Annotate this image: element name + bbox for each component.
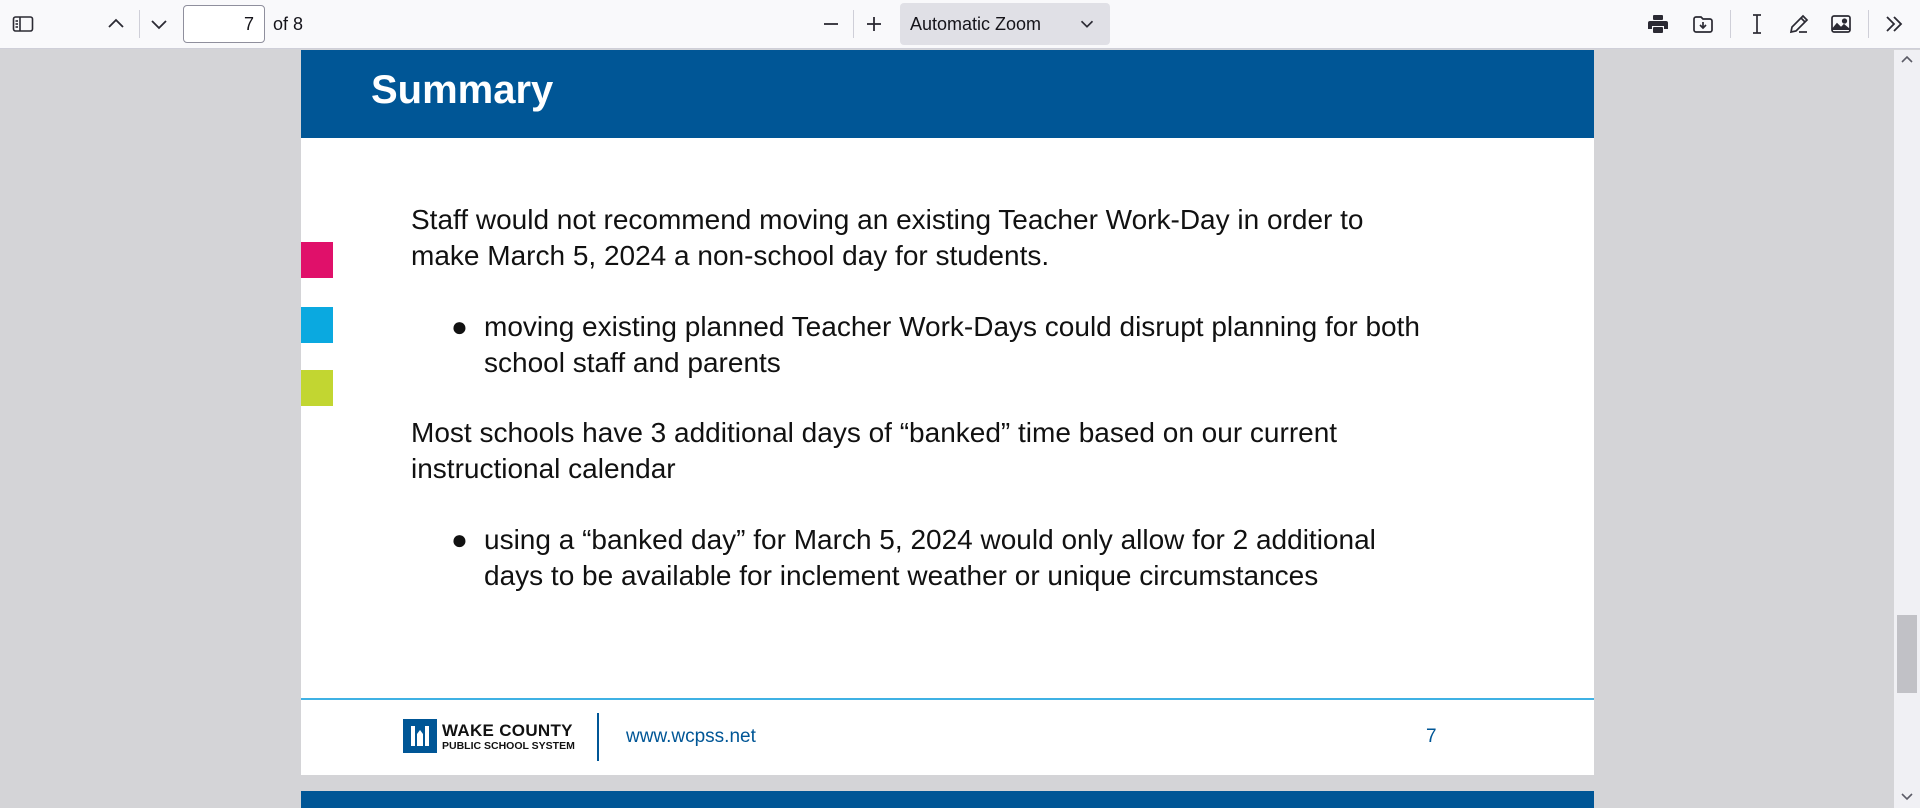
pdf-toolbar [0, 0, 1920, 49]
text-tool-button[interactable] [1739, 6, 1775, 42]
pen-icon [1787, 12, 1811, 36]
next-page-button[interactable] [141, 6, 177, 42]
image-icon [1829, 12, 1853, 36]
zoom-in-button[interactable] [856, 6, 892, 42]
scroll-up-icon[interactable] [1899, 52, 1915, 68]
bullet-marker: ● [451, 524, 468, 555]
tools-menu-button[interactable] [1876, 6, 1912, 42]
summary-paragraph: Staff would not recommend moving an existing Teacher Work-Day in order to make March 5, 2024 a non-school day for students. [411, 204, 1364, 271]
summary-bullet: using a “banked day” for March 5, 2024 would only allow for 2 additional days to be available for inclement weather or unique circumstances [484, 524, 1376, 591]
toolbar-separator [139, 10, 140, 38]
slide-title: Summary [371, 68, 554, 112]
scroll-down-icon[interactable] [1899, 788, 1915, 804]
chevron-down-icon [1076, 13, 1098, 35]
print-icon [1646, 12, 1670, 36]
zoom-select[interactable] [900, 3, 1110, 45]
summary-bullet: moving existing planned Teacher Work-Days could disrupt planning for both school staff and parents [484, 311, 1420, 378]
decorative-square-blue [301, 307, 333, 343]
decorative-square-pink [301, 242, 333, 278]
page-number-input[interactable] [183, 5, 265, 43]
zoom-out-button[interactable] [813, 6, 849, 42]
print-button[interactable] [1640, 6, 1676, 42]
page-count-label: of 8 [273, 14, 304, 34]
pdf-page [301, 50, 1594, 775]
vertical-scrollbar[interactable] [1894, 50, 1920, 808]
zoom-select-value: Automatic Zoom [910, 13, 1042, 34]
pdf-viewer [0, 50, 1894, 808]
slide-banner [301, 50, 1594, 138]
chevron-down-icon [147, 12, 171, 36]
school-building-icon [407, 723, 433, 749]
previous-page-button[interactable] [98, 6, 134, 42]
sidebar-toggle-icon [11, 12, 35, 36]
sidebar-toggle-button[interactable] [5, 6, 41, 42]
download-icon [1691, 12, 1715, 36]
toolbar-separator [853, 10, 854, 38]
footer-url: www.wcpss.net [626, 726, 756, 747]
scrollbar-thumb[interactable] [1897, 615, 1917, 693]
image-tool-button[interactable] [1823, 6, 1859, 42]
logo-subtitle: PUBLIC SCHOOL SYSTEM [442, 740, 575, 752]
wcpss-logo [403, 719, 437, 753]
minus-icon [819, 12, 843, 36]
bullet-marker: ● [451, 311, 468, 342]
footer-page-number: 7 [1426, 726, 1437, 747]
decorative-square-green [301, 370, 333, 406]
footer-separator [597, 713, 599, 761]
double-chevron-right-icon [1882, 12, 1906, 36]
toolbar-separator [1868, 10, 1869, 38]
next-pdf-page [301, 791, 1594, 808]
plus-icon [862, 12, 886, 36]
chevron-up-icon [104, 12, 128, 36]
footer-divider [301, 698, 1594, 700]
draw-tool-button[interactable] [1781, 6, 1817, 42]
logo-title: WAKE COUNTY [442, 721, 573, 740]
save-button[interactable] [1685, 6, 1721, 42]
summary-paragraph: Most schools have 3 additional days of “banked” time based on our current instructional calendar [411, 417, 1338, 484]
toolbar-separator [1730, 10, 1731, 38]
text-cursor-icon [1745, 12, 1769, 36]
